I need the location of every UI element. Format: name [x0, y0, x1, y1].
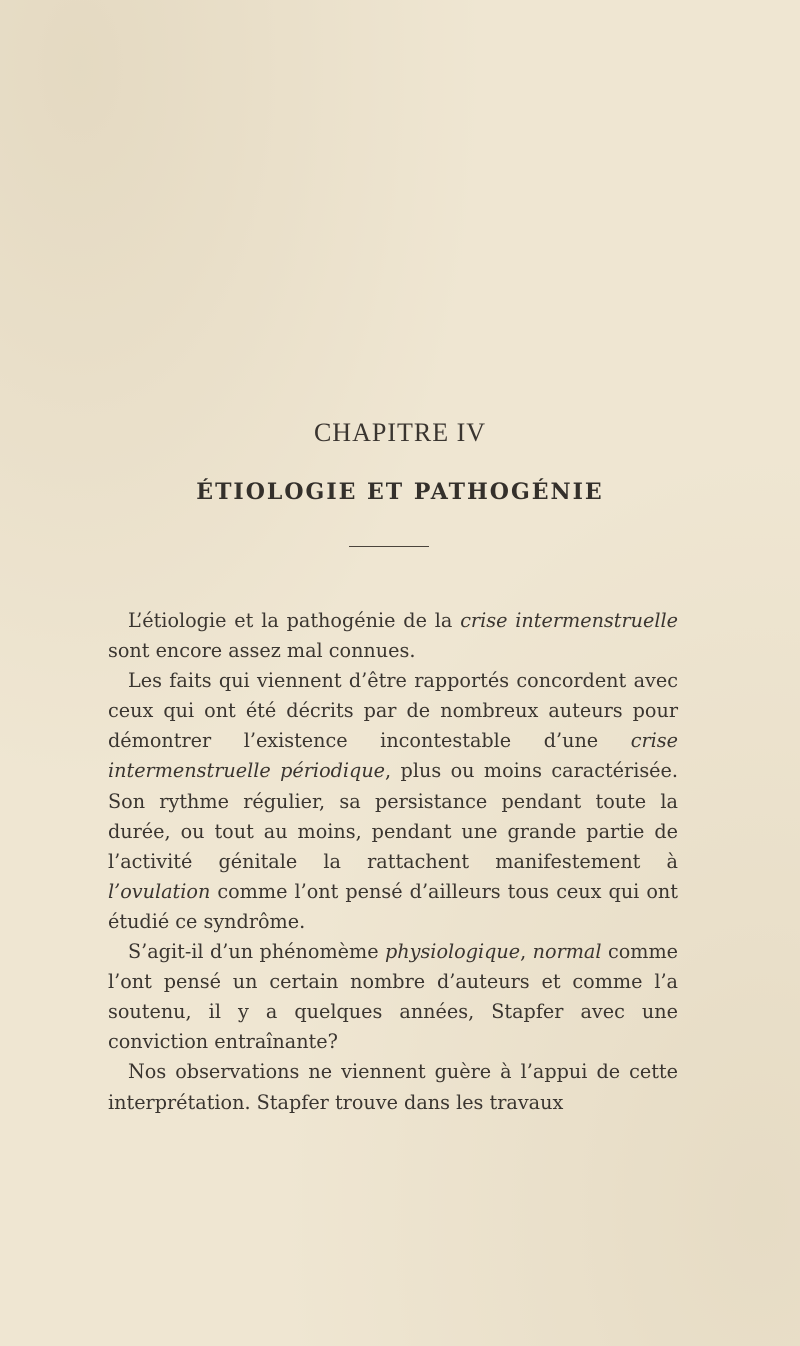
italic-segment: physiologique	[384, 940, 521, 964]
chapter-title: ÉTIOLOGIE ET PATHOGÉNIE	[196, 479, 604, 505]
text-segment: L’étiologie et la pathogénie de la	[128, 609, 461, 632]
text-segment: Les faits qui viennent d’être rapportés concordent avec ceux qui ont été décrits par de nombreux auteurs pour démontrer l’existence incontestable d’une	[108, 669, 678, 753]
paragraph-1	[108, 606, 678, 666]
text-segment: comme l’ont pensé d’ailleurs tous ceux qui ont étudié ce syndrôme.	[108, 879, 678, 933]
text-segment: sont encore assez mal connues.	[108, 639, 416, 663]
section-divider	[349, 546, 429, 547]
italic-segment: normal	[532, 940, 602, 964]
paragraph-4	[108, 1057, 678, 1117]
italic-segment: l’ovulation	[108, 879, 211, 903]
chapter-number: CHAPITRE IV	[313, 418, 487, 447]
italic-segment: crise intermenstruelle	[460, 609, 678, 632]
text-segment: comme l’ont pensé un certain nombre d’auteurs et comme l’a soutenu, il y a quelques années, Stapfer avec une conviction entraînante?	[108, 940, 678, 1054]
paragraph-2	[108, 666, 678, 937]
text-segment: ,	[520, 940, 533, 964]
body-text	[108, 606, 678, 1118]
italic-segment: crise intermenstruelle périodique	[108, 729, 678, 783]
text-segment: S’agit-il d’un phénomème	[128, 940, 385, 964]
text-segment: Nos observations ne viennent guère à l’appui de cette interprétation. Stapfer trouve dans les travaux	[108, 1060, 678, 1114]
paragraph-3	[108, 937, 678, 1057]
text-segment: , plus ou moins caractérisée. Son rythme régulier, sa persistance pendant toute la durée, ou tout au moins, pendant une grande partie de l’activité génitale la rattachent manifestement à	[108, 759, 678, 873]
